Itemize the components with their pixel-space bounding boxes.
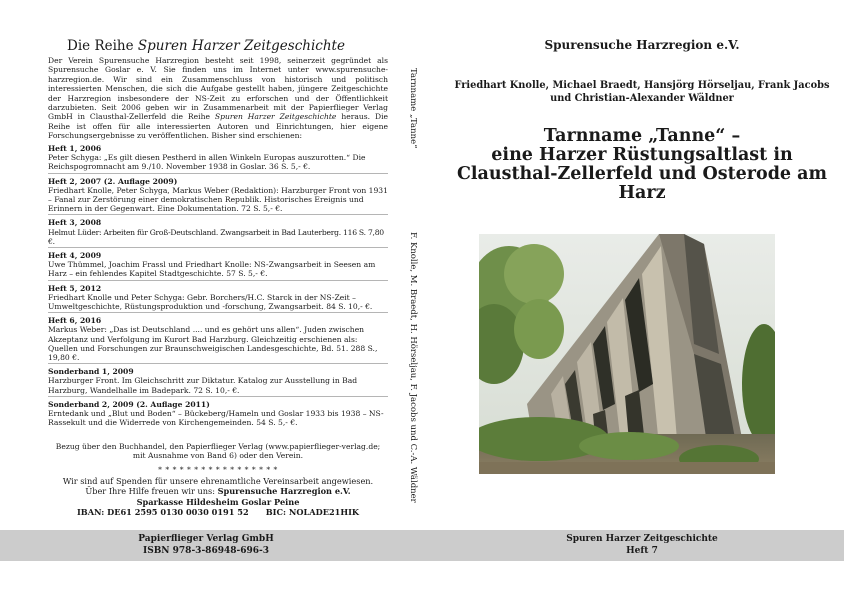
- list-item: [48, 218, 388, 248]
- entry-title: Heft 5, 2012: [48, 283, 102, 293]
- cover-photo: [479, 234, 775, 474]
- entry-title: Heft 4, 2009: [48, 251, 102, 261]
- ruin-building-image: [479, 234, 775, 474]
- entry-text: Friedhart Knolle und Peter Schyga: Gebr. Borchers/H.C. Starck in der NS-Zeit – Umweltgeschichte, Rüstungsproduktion und -forschung, Zwangsarbeit. 84 S. 10,- €.: [48, 292, 373, 312]
- authors-line-1: Friedhart Knolle, Michael Braedt, Hansjörg Hörseljau, Frank Jacobs: [454, 80, 830, 91]
- bank-account: IBAN: DE61 2595 0130 0030 0191 52 BIC: NOLADE21HIK: [76, 507, 360, 518]
- back-cover: [0, 0, 412, 530]
- entry-title: Sonderband 2, 2009 (2. Auflage 2011): [48, 399, 210, 409]
- front-authors: [440, 79, 844, 105]
- entry-title: Heft 1, 2006: [48, 144, 102, 153]
- issue-number: Heft 7: [626, 545, 658, 556]
- entry-text: Erntedank und „Blut und Boden“ – Bückeberg/Hameln und Goslar 1933 bis 1938 – NS-Rassekult und die Widerrede von Kirchengemeinden. 54 S. 5,- €.: [48, 409, 384, 428]
- ordering-info: [48, 442, 388, 461]
- series-name: Spuren Harzer Zeitgeschichte: [566, 534, 718, 544]
- entry-text: Uwe Thümmel, Joachim Frassl und Friedhart Knolle: NS-Zwangsarbeit in Seesen am Harz – ein fehlendes Kapitel Stadtgeschichte. 57 S. 5,- €.: [48, 260, 376, 279]
- star-divider: * * * * * * * * * * * * * * * * *: [158, 465, 278, 474]
- spine-title: Tarnname „Tanne“: [408, 68, 418, 149]
- entry-text: Markus Weber: „Das ist Deutschland .... und es gehört uns allen“. Juden zwischen Akzeptanz und Verfolgung im Kurort Bad Harzburg. Gleichzeitig erschienen als: Quellen und Forschungen zur Braunschweigischen Landesgeschichte, Bd. 51. 288 S., 19,80 €.: [48, 325, 378, 363]
- donation-info: [48, 476, 388, 518]
- list-item: [48, 367, 388, 397]
- book-title: [440, 127, 844, 203]
- entry-title: Heft 2, 2007 (2. Auflage 2009): [48, 176, 178, 186]
- entry-title: Heft 3, 2008: [48, 218, 102, 228]
- intro-text-1: Der Verein Spurensuche Harzregion besteht seit 1998, seinerzeit gegründet als Spurensuche Goslar e. V. Sie finden uns im Internet unter www.spurensuche-harzregion.de. Wir sind ein Zusammenschluss von historisch und politisch interessierten Menschen, die sich die Aufgabe gestellt haben, jüngere Zeitgeschichte der Harzregion insbesondere der NS-Zeit zu erforschen und der Öffentlichkeit darzubieten. Seit 2006 geben wir in Zusammenarbeit mit der Papierflieger Verlag GmbH in Clausthal-Zellerfeld die Reihe: [48, 56, 388, 122]
- list-item: [48, 177, 388, 216]
- title-line-1: Tarnname „Tanne“ –: [543, 126, 741, 146]
- donation-prefix: Über Ihre Hilfe freuen wir uns:: [85, 486, 218, 497]
- spine-authors: F. Knolle, M. Braedt, H. Hörseljau, F. Jacobs und C.-A. Wäldner: [408, 232, 418, 503]
- donation-line-1: Wir sind auf Spenden für unsere ehrenamtliche Vereinsarbeit angewiesen.: [62, 476, 374, 486]
- ordering-line-1: Bezug über den Buchhandel, den Papierflieger Verlag (www.papierflieger-verlag.de;: [55, 442, 381, 451]
- entry-text: Peter Schyga: „Es gilt diesen Pestherd in allen Winkeln Europas auszurotten.“ Die Reichspogromnacht am 9./10. November 1938 in Goslar. 36 S. 5,- €.: [48, 153, 366, 172]
- intro-text-italic: Spuren Harzer Zeitgeschichte: [214, 112, 337, 122]
- entry-text: Harzburger Front. Im Gleichschritt zur Diktatur. Katalog zur Ausstellung in Bad Harzburg, Wandelhalle im Badepark. 72 S. 10,- €.: [48, 376, 358, 395]
- list-item: [48, 144, 388, 174]
- entry-text: Friedhart Knolle, Peter Schyga, Markus Weber (Redaktion): Harzburger Front von 1931 – Fanal zur Zerstörung einer demokratischen Republik. Historisches Ereignis und Erinnern in der Gegenwart. Eine Dokumentation. 72 S. 5,- €.: [48, 185, 388, 214]
- ordering-line-2: mit Ausnahme von Band 6) oder den Verein.: [132, 451, 304, 461]
- intro-text-2: heraus. Die Reihe ist offen für alle interessierten Autoren und Einrichtungen, hier eigene Forschungsergebnisse zu veröffentlichen. Bisher sind erschienen:: [48, 112, 389, 141]
- list-item: [48, 284, 388, 314]
- donation-association: Spurensuche Harzregion e.V.: [217, 486, 351, 497]
- footer-publisher: [0, 534, 412, 557]
- list-item: [48, 316, 388, 364]
- front-publisher: Spurensuche Harzregion e.V.: [544, 38, 740, 52]
- list-item: [48, 251, 388, 281]
- series-title: [0, 38, 412, 54]
- footer-series: [440, 534, 844, 557]
- title-line-3: Clausthal-Zellerfeld und Osterode am Harz: [456, 164, 828, 203]
- series-title-prefix: Die Reihe: [67, 38, 138, 54]
- intro-paragraph: [48, 56, 388, 141]
- isbn: ISBN 978-3-86948-696-3: [142, 545, 270, 556]
- bank-name: Sparkasse Hildesheim Goslar Peine: [136, 496, 300, 507]
- series-title-italic: Spuren Harzer Zeitgeschichte: [137, 38, 345, 54]
- title-line-2: eine Harzer Rüstungsaltlast in: [491, 145, 793, 165]
- publisher-name: Papierflieger Verlag GmbH: [138, 534, 274, 544]
- entry-title: Sonderband 1, 2009: [48, 367, 134, 377]
- entry-text: Helmut Lüder: Arbeiten für Groß-Deutschland. Zwangsarbeit in Bad Lauterberg. 116 S. 7,80 €.: [48, 227, 384, 246]
- series-list: [48, 144, 388, 431]
- donation-line-2: [48, 486, 388, 496]
- entry-title: Heft 6, 2016: [48, 316, 102, 326]
- authors-line-2: und Christian-Alexander Wäldner: [550, 93, 734, 104]
- list-item: [48, 400, 388, 429]
